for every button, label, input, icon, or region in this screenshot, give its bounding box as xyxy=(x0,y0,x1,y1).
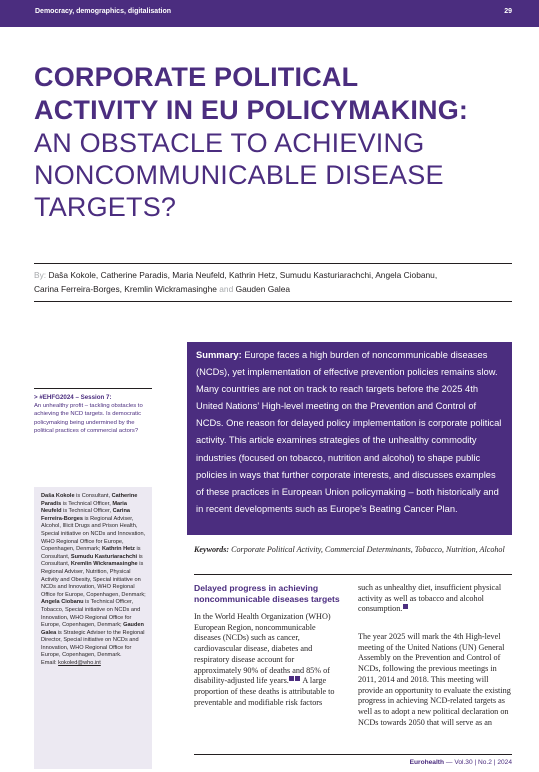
bio-name: Catherine Paradis xyxy=(41,493,138,507)
email-link[interactable]: kokoled@who.int xyxy=(58,660,101,667)
title-line-3: AN OBSTACLE TO ACHIEVING xyxy=(34,128,425,158)
page-footer xyxy=(0,754,539,772)
article-title xyxy=(34,61,514,223)
title-line-4: NONCOMMUNICABLE DISEASE xyxy=(34,160,444,190)
author-bio-box xyxy=(34,487,152,769)
body-column-1 xyxy=(194,612,342,708)
title-line-2: ACTIVITY IN EU POLICYMAKING: xyxy=(34,95,469,125)
bio-role: is Consultant, xyxy=(41,553,143,568)
body-column-2-bottom: The year 2025 will mark the 4th High-level meeting of the United Nations (UN) General Assembly on the Prevention and Control of NCDs, following the previous meetings in 2011, 2014 and 2018. This meeting will provide an opportunity to evaluate the existing progress in achieving NCD-related targets as well as to adopt a new political declaration on NCDs towards 2050 that will serve as an xyxy=(358,632,511,727)
email-label: Email: xyxy=(41,660,57,667)
summary-text: Europe faces a high burden of noncommunicable diseases (NCDs), yet implementation of effective prevention policies remains slow. Many countries are not on track to reach targets before the 2025 4th United Nations’ High-level meeting on the Prevention and Control of NCDs. One reason for delayed policy implementation is corporate political activity. This article examines strategies of the unhealthy commodity industries (focused on tobacco, nutrition and alcohol) to shape public policies in ways that further corporate interests, and discusses examples of these practices in European Union policymaking – both historically and in recent developments such as Europe’s Beating Cancer Plan. xyxy=(196,350,502,514)
bio-name: Daša Kokole xyxy=(41,493,75,499)
bio-role: is Technical Officer, xyxy=(61,500,113,507)
summary-label: Summary: xyxy=(196,350,242,360)
title-line-1: CORPORATE POLITICAL xyxy=(34,62,359,92)
issue-info: Vol.30 | No.2 | 2024 xyxy=(454,759,512,766)
body-column-2-top xyxy=(358,583,512,615)
title-line-5: TARGETS? xyxy=(34,192,177,222)
footer-rule xyxy=(194,754,512,755)
authors-line xyxy=(34,268,512,296)
bio-name: Kathrin Hetz xyxy=(101,546,135,553)
by-label: By: xyxy=(34,270,47,280)
square-ref-icon[interactable] xyxy=(295,676,300,681)
bio-name: Kremlin Wickramasinghe xyxy=(70,561,138,568)
bio-name: Carina Ferreira-Borges xyxy=(41,508,131,522)
bio-name: Maria Neufeld xyxy=(41,500,127,515)
authors-bottom-rule xyxy=(34,301,512,302)
session-title: > #EHFG2024 – Session 7: xyxy=(34,394,112,401)
square-ref-icon[interactable] xyxy=(289,676,294,681)
author-names-3: Gauden Galea xyxy=(235,284,291,294)
footer-separator: — xyxy=(445,759,453,766)
body-text-continued: A large proportion of these deaths is attributable to preventable and modifiable risk factors xyxy=(194,676,335,707)
session-callout xyxy=(34,388,152,435)
header-bar xyxy=(0,0,539,27)
keywords xyxy=(194,545,512,556)
keywords-label: Keywords: xyxy=(194,545,230,554)
bio-role: is Consultant, xyxy=(74,493,112,499)
journal-name: Eurohealth xyxy=(409,759,445,766)
session-text: An unhealthy profit – tackling obstacles to achieving the NCD targets. Is democratic policymaking being undermined by the political practices of commercial actors? xyxy=(34,403,143,434)
footer-text xyxy=(410,759,512,766)
body-text: In the World Health Organization (WHO) European Region, noncommunicable diseases (NCDs) such as cancer, cardiovascular disease, diabetes and respiratory disease account for approximately 90% of deaths and 85% of disability-adjusted life years. xyxy=(194,612,331,686)
keywords-text: Corporate Political Activity, Commercial Determinants, Tobacco, Nutrition, Alcohol xyxy=(231,545,505,554)
bio-role: is Technical Officer, Tobacco, Special initiative on NCDs and Innovation, WHO Regional Office for Europe, Copenhagen, Denmark; xyxy=(41,599,141,629)
author-names-1: Daša Kokole, Catherine Paradis, Maria Neufeld, Kathrin Hetz, Sumudu Kasturiarachchi, Angela Ciobanu, xyxy=(48,270,438,280)
bio-role: is Consultant, xyxy=(41,546,141,560)
bio-role: is Technical Officer, xyxy=(61,508,113,515)
section-label: Democracy, demographics, digitalisation xyxy=(35,8,172,15)
bio-role: is Regional Adviser, Nutrition, Physical Activity and Obesity, Special initiative on NCDs and Innovation, WHO Regional Office for Europe, Copenhagen, Denmark; xyxy=(41,561,146,598)
bio-role: is Regional Adviser, Alcohol, Illicit Drugs and Prison Health, Special initiative on NCDs and Innovation, WHO Regional Office for Europe, Copenhagen, Denmark; xyxy=(41,515,146,553)
and-label: and xyxy=(219,284,234,294)
author-names-2: Carina Ferreira-Borges, Kremlin Wickramasinghe xyxy=(34,284,217,294)
bio-name: Gauden Galea xyxy=(41,622,144,636)
bio-name: Sumudu Kasturiarachchi xyxy=(70,553,138,560)
summary-box xyxy=(187,342,512,535)
bio-role: is Strategic Adviser to the Regional Director, Special initiative on NCDs and Innovation, WHO Regional Office for Europe, Copenhagen, Denmark. xyxy=(41,629,145,659)
section-heading: Delayed progress in achieving noncommunicable diseases targets xyxy=(194,583,340,604)
keywords-rule xyxy=(194,574,512,575)
page-number: 29 xyxy=(504,8,512,15)
square-ref-icon[interactable] xyxy=(403,604,408,609)
bio-name: Angela Ciobanu xyxy=(41,599,84,606)
body-text: such as unhealthy diet, insufficient physical activity as well as tobacco and alcohol consumption. xyxy=(358,583,502,614)
authors-top-rule xyxy=(34,263,512,264)
